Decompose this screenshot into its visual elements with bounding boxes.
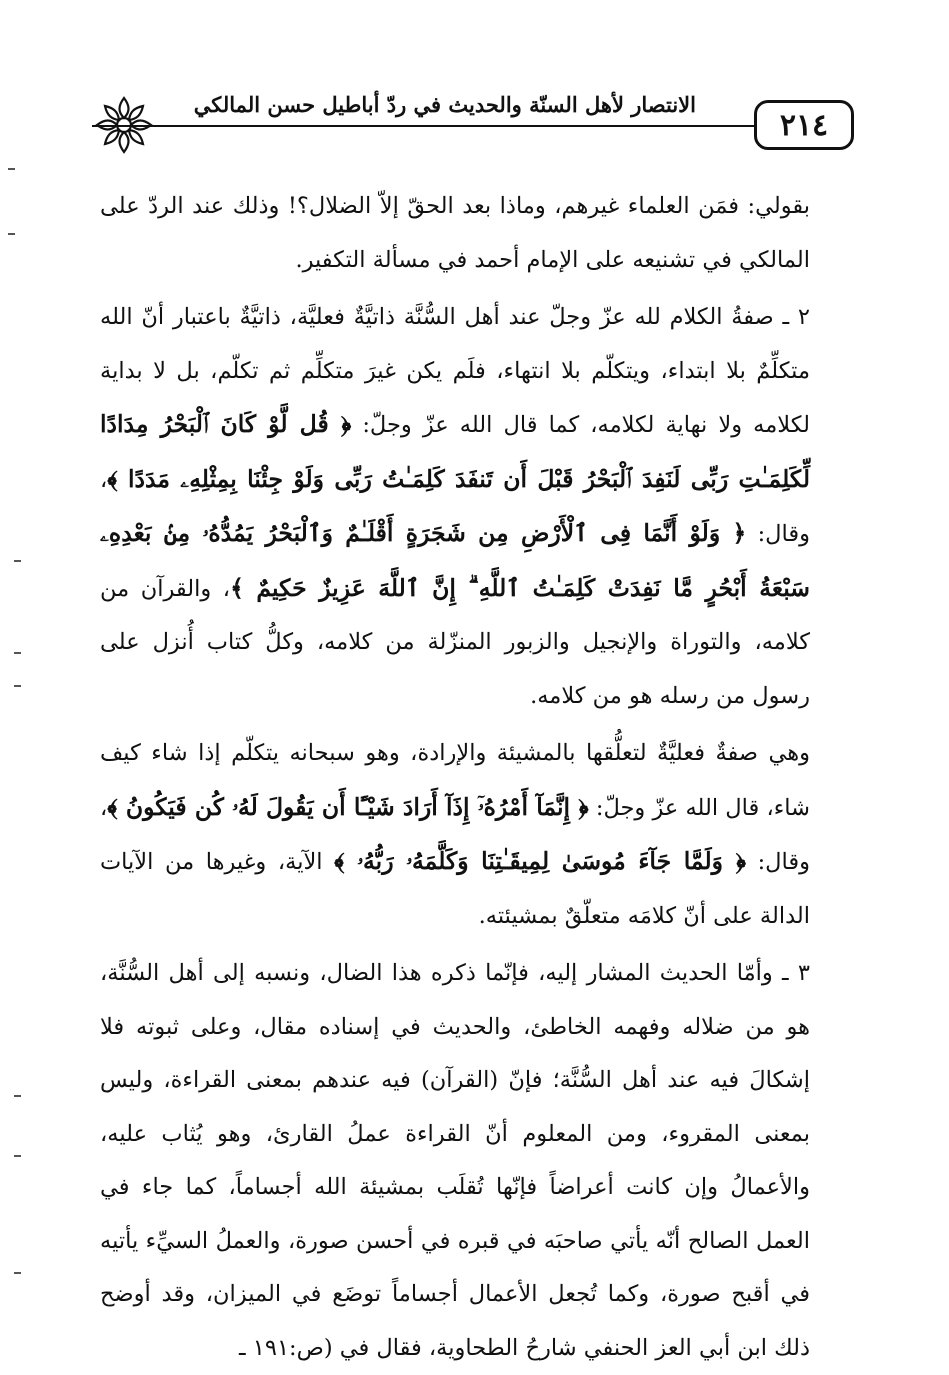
paragraph-3 xyxy=(100,727,810,943)
scan-edge-mark xyxy=(8,233,15,235)
paragraph-3-text-b: ، وقال: xyxy=(100,794,810,875)
quran-verse: ﴿ وَلَمَّا جَآءَ مُوسَىٰ لِمِيقَـٰتِنَا وَكَلَّمَهُۥ رَبُّهُۥ ﴾ xyxy=(334,847,746,875)
scan-edge-mark xyxy=(14,1095,21,1097)
header-rule xyxy=(92,125,854,127)
page-number-badge: ٢١٤ xyxy=(754,100,854,150)
paragraph-2 xyxy=(100,291,810,723)
paragraph-3-text-a: وهي صفةٌ فعليَّةٌ لتعلُّقها بالمشيئة والإرادة، وهو سبحانه يتكلّم إذا شاء كيف شاء، قال الله عزّ وجلّ: xyxy=(100,740,811,821)
body-text xyxy=(100,180,810,1375)
quran-verse: ﴿ وَلَوْ أَنَّمَا فِى ٱلْأَرْضِ مِن شَجَرَةٍ أَقْلَـٰمٌ وَٱلْبَحْرُ يَمُدُّهُۥ مِنۢ بَعْدِهِۦ سَبْعَةُ أَبْحُرٍ مَّا نَفِدَتْ كَلِمَـٰتُ ٱللَّهِ ۗ إِنَّ ٱللَّهَ عَزِيزٌ حَكِيمٌ ﴾ xyxy=(100,519,810,602)
paragraph-4-text: ٣ ـ وأمّا الحديث المشار إليه، فإنّما ذكره هذا الضال، ونسبه إلى أهل السُّنَّة، هو من ضلاله وفهمه الخاطئ، والحديث في إسناده مقال، وعلى ثبوته فلا إشكالَ فيه عند أهل السُّنَّة؛ فإنّ (القرآن) فيه عندهم بمعنى القراءة، وليس بمعنى المقروء، ومن المعلوم أنّ القراءة عملُ القارئ، وهو يُثاب عليه، والأعمالُ وإن كانت أعراضاً فإنّها تُقلَب بمشيئة الله أجساماً، كما جاء في العمل الصالح أنّه يأتي صاحبَه في قبره في أحسن صورة، والعملُ السيِّء يأتيه في أقبح صورة، وكما تُجعل الأعمال أجساماً توضَع في الميزان، وقد أوضح ذلك ابن أبي العز الحنفي شارحُ الطحاوية، فقال في (ص:١٩١ ـ xyxy=(100,960,810,1361)
scan-edge-mark xyxy=(14,652,21,654)
running-title: الانتصار لأهل السنّة والحديث في ردّ أباطيل حسن المالكي xyxy=(193,92,696,117)
paragraph-2-text-a: ٢ ـ صفةُ الكلام لله عزّ وجلّ عند أهل السُّنَّة ذاتيَّةٌ فعليَّة، ذاتيَّةٌ باعتبار أنّ الله متكلِّمٌ بلا ابتداء، ويتكلّم بلا انتهاء، فلَم يكن غيرَ متكلِّم ثم تكلّم، بل لا بداية لكلامه ولا نهاية لكلامه، كما قال الله عزّ وجلّ: xyxy=(100,304,810,438)
paragraph-2-text-b: ، وقال: xyxy=(100,466,810,547)
scan-edge-mark xyxy=(14,1272,21,1274)
paragraph-1 xyxy=(100,180,810,287)
scan-edge-mark xyxy=(14,685,21,687)
quran-verse: ﴿ إِنَّمَآ أَمْرُهُۥٓ إِذَآ أَرَادَ شَيْـًٔا أَن يَقُولَ لَهُۥ كُن فَيَكُونُ ﴾ xyxy=(107,792,589,821)
floral-ornament-icon xyxy=(92,94,156,156)
page-header xyxy=(92,92,854,162)
scan-edge-mark xyxy=(14,560,21,562)
paragraph-3-text-c: الآية، وغيرها من الآيات الدالة على أنّ كلامَه متعلّقٌ بمشيئته. xyxy=(100,849,810,929)
paragraph-1-text: بقولي: فمَن العلماء غيرهم، وماذا بعد الحقّ إلاّ الضلال؟! وذلك عند الردّ على المالكي في تشنيعه على الإمام أحمد في مسألة التكفير. xyxy=(100,193,810,273)
paragraph-2-text-c: ، والقرآن من كلامه، والتوراة والإنجيل والزبور المنزّلة من كلامه، وكلُّ كتاب أُنزل على رسول من رسله هو من كلامه. xyxy=(100,575,810,709)
paragraph-4 xyxy=(100,947,810,1375)
quran-verse: ﴿ قُل لَّوْ كَانَ ٱلْبَحْرُ مِدَادًا لِّكَلِمَـٰتِ رَبِّى لَنَفِدَ ٱلْبَحْرُ قَبْلَ أَن تَنفَدَ كَلِمَـٰتُ رَبِّى وَلَوْ جِئْنَا بِمِثْلِهِۦ مَدَدًا ﴾ xyxy=(100,410,810,493)
scan-edge-mark xyxy=(14,1155,21,1157)
scan-edge-mark xyxy=(8,168,15,170)
